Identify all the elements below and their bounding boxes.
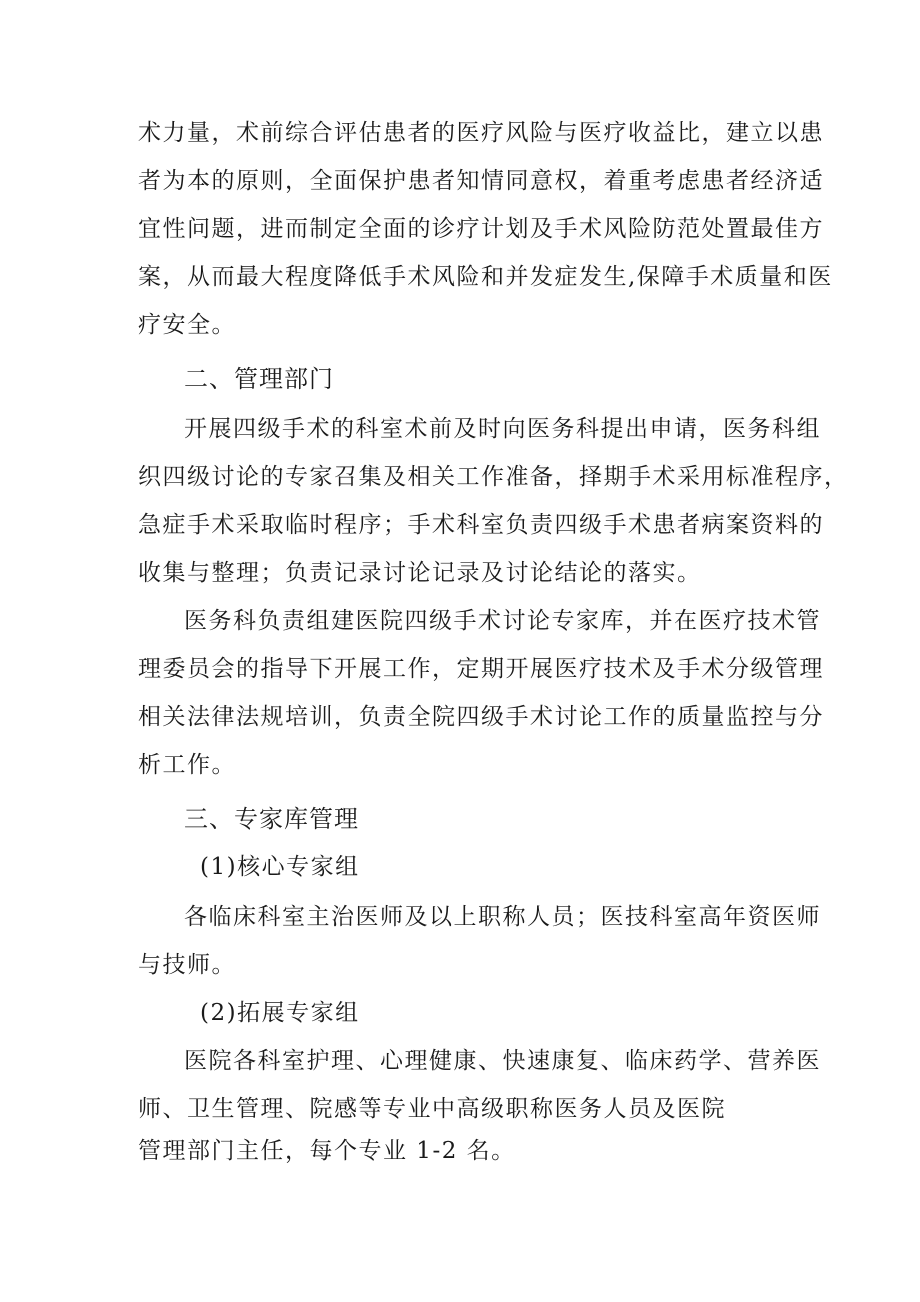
section2-para2-line-2: 理委员会的指导下开展工作，定期开展医疗技术及手术分级管理	[138, 656, 824, 682]
core-group-line-1: 各临床科室主治医师及以上职称人员；医技科室高年资医师	[184, 904, 821, 930]
section2-para1-line-4: 收集与整理；负责记录讨论记录及讨论结论的落实。	[138, 560, 702, 586]
section2-para2-line-4: 析工作。	[138, 752, 236, 778]
intro-line-2: 者为本的原则，全面保护患者知情同意权，着重考虑患者经济适	[138, 168, 824, 194]
extended-group-title: (2)拓展专家组	[200, 1000, 360, 1026]
section2-para2-line-1: 医务科负责组建医院四级手术讨论专家库，并在医疗技术管	[184, 608, 821, 634]
core-group-title: (1)核心专家组	[200, 854, 360, 880]
section2-para1-line-3: 急症手术采取临时程序；手术科室负责四级手术患者病案资料的	[138, 512, 824, 538]
extended-group-line-3: 管理部门主任，每个专业 1-2 名。	[138, 1138, 516, 1164]
extended-group-line-1: 医院各科室护理、心理健康、快速康复、临床药学、营养医	[184, 1048, 821, 1074]
intro-line-5: 疗安全。	[138, 312, 236, 338]
core-group-line-2: 与技师。	[138, 952, 236, 978]
section2-para1-line-2: 织四级讨论的专家召集及相关工作准备，择期手术采用标准程序，	[138, 464, 849, 490]
intro-line-3: 宜性问题，进而制定全面的诊疗计划及手术风险防范处置最佳方	[138, 216, 824, 242]
section-heading-management: 二、管理部门	[184, 365, 334, 393]
extended-group-line-2: 师、卫生管理、院感等专业中高级职称医务人员及医院	[138, 1096, 726, 1122]
intro-line-4: 案，从而最大程度降低手术风险和并发症发生,保障手术质量和医	[138, 264, 833, 290]
section2-para2-line-3: 相关法律法规培训，负责全院四级手术讨论工作的质量监控与分	[138, 704, 824, 730]
intro-line-1: 术力量，术前综合评估患者的医疗风险与医疗收益比，建立以患	[138, 120, 824, 146]
section-heading-expert-pool: 三、专家库管理	[184, 805, 359, 833]
section2-para1-line-1: 开展四级手术的科室术前及时向医务科提出申请，医务科组	[184, 416, 821, 442]
